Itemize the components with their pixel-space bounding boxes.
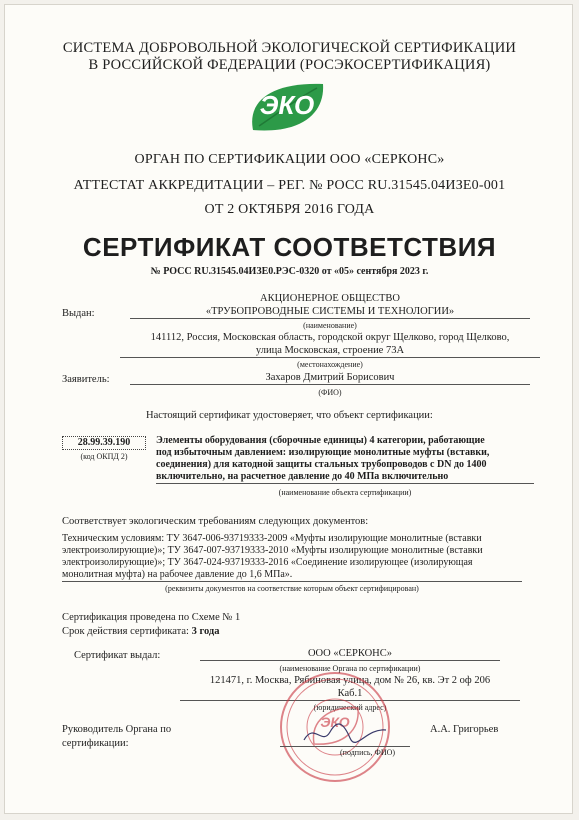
object-line-3: соединения) для катодной защиты стальных трубопроводов с DN до 1400 bbox=[156, 459, 487, 470]
applicant-label: Заявитель: bbox=[62, 374, 110, 385]
issued-org-line-2: «ТРУБОПРОВОДНЫЕ СИСТЕМЫ И ТЕХНОЛОГИИ» bbox=[130, 306, 530, 319]
applicant-caption: (ФИО) bbox=[318, 388, 342, 397]
eco-logo bbox=[243, 78, 327, 138]
head-name: А.А. Григорьев bbox=[430, 724, 499, 735]
header-line-1: СИСТЕМА ДОБРОВОЛЬНОЙ ЭКОЛОГИЧЕСКОЙ СЕРТИФИКАЦИИ bbox=[62, 40, 517, 56]
object-line-1: Элементы оборудования (сборочные единицы) 4 категории, работающие bbox=[156, 435, 485, 446]
organ-line-2: АТТЕСТАТ АККРЕДИТАЦИИ – РЕГ. № РОСС RU.31545.04ИЗЕ0-001 bbox=[73, 178, 506, 193]
issued-name-caption: (наименование) bbox=[303, 321, 357, 330]
organ-line-1: ОРГАН ПО СЕРТИФИКАЦИИ ООО «СЕРКОНС» bbox=[134, 152, 445, 167]
okpd-caption: (код ОКПД 2) bbox=[80, 452, 128, 461]
issuer-address-caption: (юридический адрес) bbox=[313, 703, 387, 712]
tech-conditions bbox=[62, 533, 522, 582]
conforms-text: Соответствует экологическим требованиям следующих документов: bbox=[62, 516, 369, 527]
scheme-text: Сертификация проведена по Схеме № 1 bbox=[62, 612, 241, 623]
certificate-number: № РОСС RU.31545.04ИЗЕ0.РЭС-0320 от «05» сентября 2023 г. bbox=[150, 266, 429, 277]
certificate-title: СЕРТИФИКАТ СООТВЕТСТВИЯ bbox=[82, 232, 497, 262]
issuer-address-line-2: Каб.1 bbox=[180, 688, 520, 701]
issued-label: Выдан: bbox=[62, 308, 95, 319]
tech-line-3: электроизолирующие)»; ТУ 3647-024-93719333-2016 «Соединение изолирующее (изолирующая bbox=[62, 557, 473, 568]
object-description bbox=[156, 435, 534, 484]
stamp-text: ЭКО bbox=[320, 714, 350, 730]
object-line-4: включительно, на расчетное давление до 40 МПа включительно bbox=[156, 471, 534, 484]
signature bbox=[300, 718, 390, 748]
applicant-name: Захаров Дмитрий Борисович bbox=[130, 372, 530, 385]
head-caption: (подпись, ФИО) bbox=[340, 748, 396, 757]
issued-address-line-1: 141112, Россия, Московская область, городской округ Щелково, город Щелково, bbox=[150, 332, 510, 343]
validity-line bbox=[62, 626, 219, 637]
issued-address-line-2: улица Московская, строение 73А bbox=[120, 345, 540, 358]
head-label-line-1: Руководитель Органа по bbox=[62, 724, 172, 735]
issued-org-line-1: АКЦИОНЕРНОЕ ОБЩЕСТВО bbox=[260, 293, 400, 304]
logo-text: ЭКО bbox=[259, 90, 315, 120]
tech-line-2: электроизолирующие)»; ТУ 3647-007-93719333-2010 «Муфты изолирующие монолитные (вставки bbox=[62, 545, 483, 556]
issued-address-caption: (местонахождение) bbox=[297, 360, 363, 369]
object-line-2: под избыточным давлением: изолирующие монолитные муфты (вставки, bbox=[156, 447, 490, 458]
validity-value: 3 года bbox=[191, 626, 220, 637]
issuer-name: ООО «СЕРКОНС» bbox=[200, 648, 500, 661]
statement-text: Настоящий сертификат удостоверяет, что объект сертификации: bbox=[146, 410, 433, 421]
issuer-name-caption: (наименование Органа по сертификации) bbox=[279, 664, 421, 673]
tech-caption: (реквизиты документов на соответствие которым объект сертифицирован) bbox=[165, 584, 419, 593]
okpd-code: 28.99.39.190 bbox=[62, 436, 146, 450]
issuer-label: Сертификат выдал: bbox=[74, 650, 161, 661]
tech-line-1: Техническим условиям: ТУ 3647-006-93719333-2009 «Муфты изолирующие монолитные (вставки bbox=[62, 533, 482, 544]
issuer-address-line-1: 121471, г. Москва, Рябиновая улица, дом № 26, кв. Эт 2 оф 206 bbox=[209, 675, 491, 686]
header-line-2: В РОССИЙСКОЙ ФЕДЕРАЦИИ (РОСЭКОСЕРТИФИКАЦИЯ) bbox=[88, 57, 491, 73]
head-label-line-2: сертификации: bbox=[62, 738, 129, 749]
tech-line-4: монолитная муфта) на рабочее давление до 1,6 МПа». bbox=[62, 569, 522, 582]
object-caption: (наименование объекта сертификации) bbox=[278, 488, 412, 497]
validity-label: Срок действия сертификата: bbox=[62, 626, 189, 637]
organ-line-3: ОТ 2 ОКТЯБРЯ 2016 ГОДА bbox=[204, 202, 375, 217]
